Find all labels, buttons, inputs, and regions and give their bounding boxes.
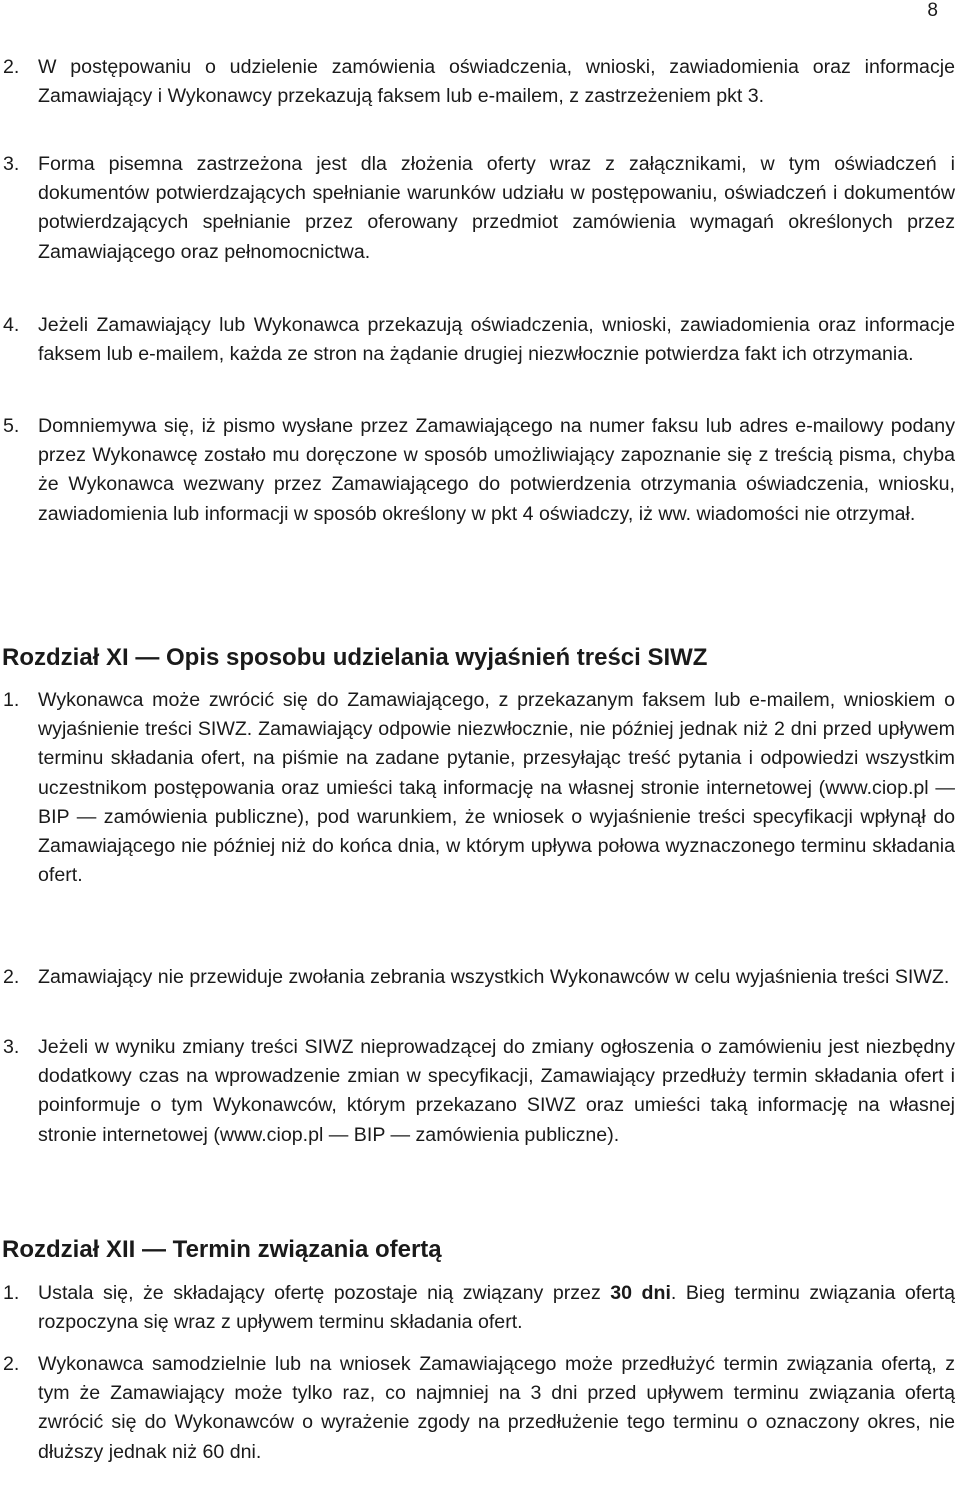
section-heading-xi: Rozdział XI — Opis sposobu udzielania wyjaśnień treści SIWZ — [2, 644, 708, 671]
list-item — [0, 53, 955, 111]
item-text: Domniemywa się, iż pismo wysłane przez Zamawiającego na numer faksu lub adres e-mailowy podany przez Wykonawcę zostało mu doręczone w sposób umożliwiający zapoznanie się z treścią pisma, chyba że Wykonawca wezwany przez Zamawiającego do potwierdzenia otrzymania oświadczenia, wniosku, zawiadomienia lub informacji w sposób określony w pkt 4 oświadczy, iż ww. wiadomości nie otrzymał. — [38, 415, 955, 525]
item-text-part: . Bieg terminu związania ofertą rozpoczyna się wraz z upływem terminu składania ofert. — [38, 1282, 955, 1334]
item-number: 3. — [3, 153, 20, 175]
bold-duration: 30 dni — [610, 1282, 671, 1304]
item-number: 3. — [3, 1036, 20, 1058]
item-text: Jeżeli w wyniku zmiany treści SIWZ nieprowadzącej do zmiany ogłoszenia o zamówieniu jest niezbędny dodatkowy czas na wprowadzenie zmian w specyfikacji, Zamawiający przedłuży termin składania ofert i poinformuje o tym Wykonawców, którym przekazano SIWZ oraz umieści taką informację na własnej stronie internetowej (www.ciop.pl — BIP — zamówienia publiczne). — [38, 1036, 955, 1146]
section-heading-xii: Rozdział XII — Termin związania ofertą — [2, 1236, 442, 1263]
item-number: 1. — [3, 1282, 20, 1304]
item-number: 1. — [3, 689, 20, 711]
item-text: Jeżeli Zamawiający lub Wykonawca przekazują oświadczenia, wnioski, zawiadomienia oraz informacje faksem lub e-mailem, każda ze stron na żądanie drugiej niezwłocznie potwierdza fakt ich otrzymania. — [38, 314, 955, 366]
list-item — [0, 1279, 955, 1337]
item-number: 4. — [3, 314, 20, 336]
item-text: W postępowaniu o udzielenie zamówienia oświadczenia, wnioski, zawiadomienia oraz informacje Zamawiający i Wykonawcy przekazują faksem lub e-mailem, z zastrzeżeniem pkt 3. — [38, 56, 955, 108]
page-number: 8 — [927, 0, 938, 21]
list-item — [0, 963, 955, 992]
list-item — [0, 686, 955, 890]
list-item — [0, 1033, 955, 1150]
list-item — [0, 311, 955, 369]
item-text: Zamawiający nie przewiduje zwołania zebrania wszystkich Wykonawców w celu wyjaśnienia treści SIWZ. — [38, 966, 950, 988]
item-number: 5. — [3, 415, 20, 437]
list-item — [0, 412, 955, 529]
item-text: Wykonawca może zwrócić się do Zamawiającego, z przekazanym faksem lub e-mailem, wnioskiem o wyjaśnienie treści SIWZ. Zamawiający odpowie niezwłocznie, nie później jednak niż 2 dni przed upływem terminu składania ofert, na piśmie na zadane pytanie, przesyłając treść pytania i odpowiedzi wszystkim uczestnikom postępowania oraz umieści taką informację na własnej stronie internetowej (www.ciop.pl — BIP — zamówienia publiczne), pod warunkiem, że wniosek o wyjaśnienie treści specyfikacji wpłynął do Zamawiającego nie później niż do końca dnia, w którym upływa połowa wyznaczonego terminu składania ofert. — [38, 689, 955, 887]
item-text: Forma pisemna zastrzeżona jest dla złożenia oferty wraz z załącznikami, w tym oświadczeń i dokumentów potwierdzających spełnianie warunków udziału w postępowaniu, oświadczeń i dokumentów potwierdzających spełnianie przez oferowany przedmiot zamówienia wymagań określonych przez Zamawiającego oraz pełnomocnictwa. — [38, 153, 955, 263]
item-number: 2. — [3, 56, 20, 78]
list-item — [0, 1350, 955, 1467]
item-text: Wykonawca samodzielnie lub na wniosek Zamawiającego może przedłużyć termin związania ofertą, z tym że Zamawiający może tylko raz, co najmniej na 3 dni przed upływem terminu związania ofertą zwrócić się do Wykonawców o wyrażenie zgody na przedłużenie tego terminu o oznaczony okres, nie dłuższy jednak niż 60 dni. — [38, 1353, 955, 1463]
item-number: 2. — [3, 1353, 20, 1375]
item-text-part: Ustala się, że składający ofertę pozostaje nią związany przez — [38, 1282, 611, 1304]
item-text — [38, 1279, 955, 1337]
list-item — [0, 150, 955, 267]
item-number: 2. — [3, 966, 20, 988]
